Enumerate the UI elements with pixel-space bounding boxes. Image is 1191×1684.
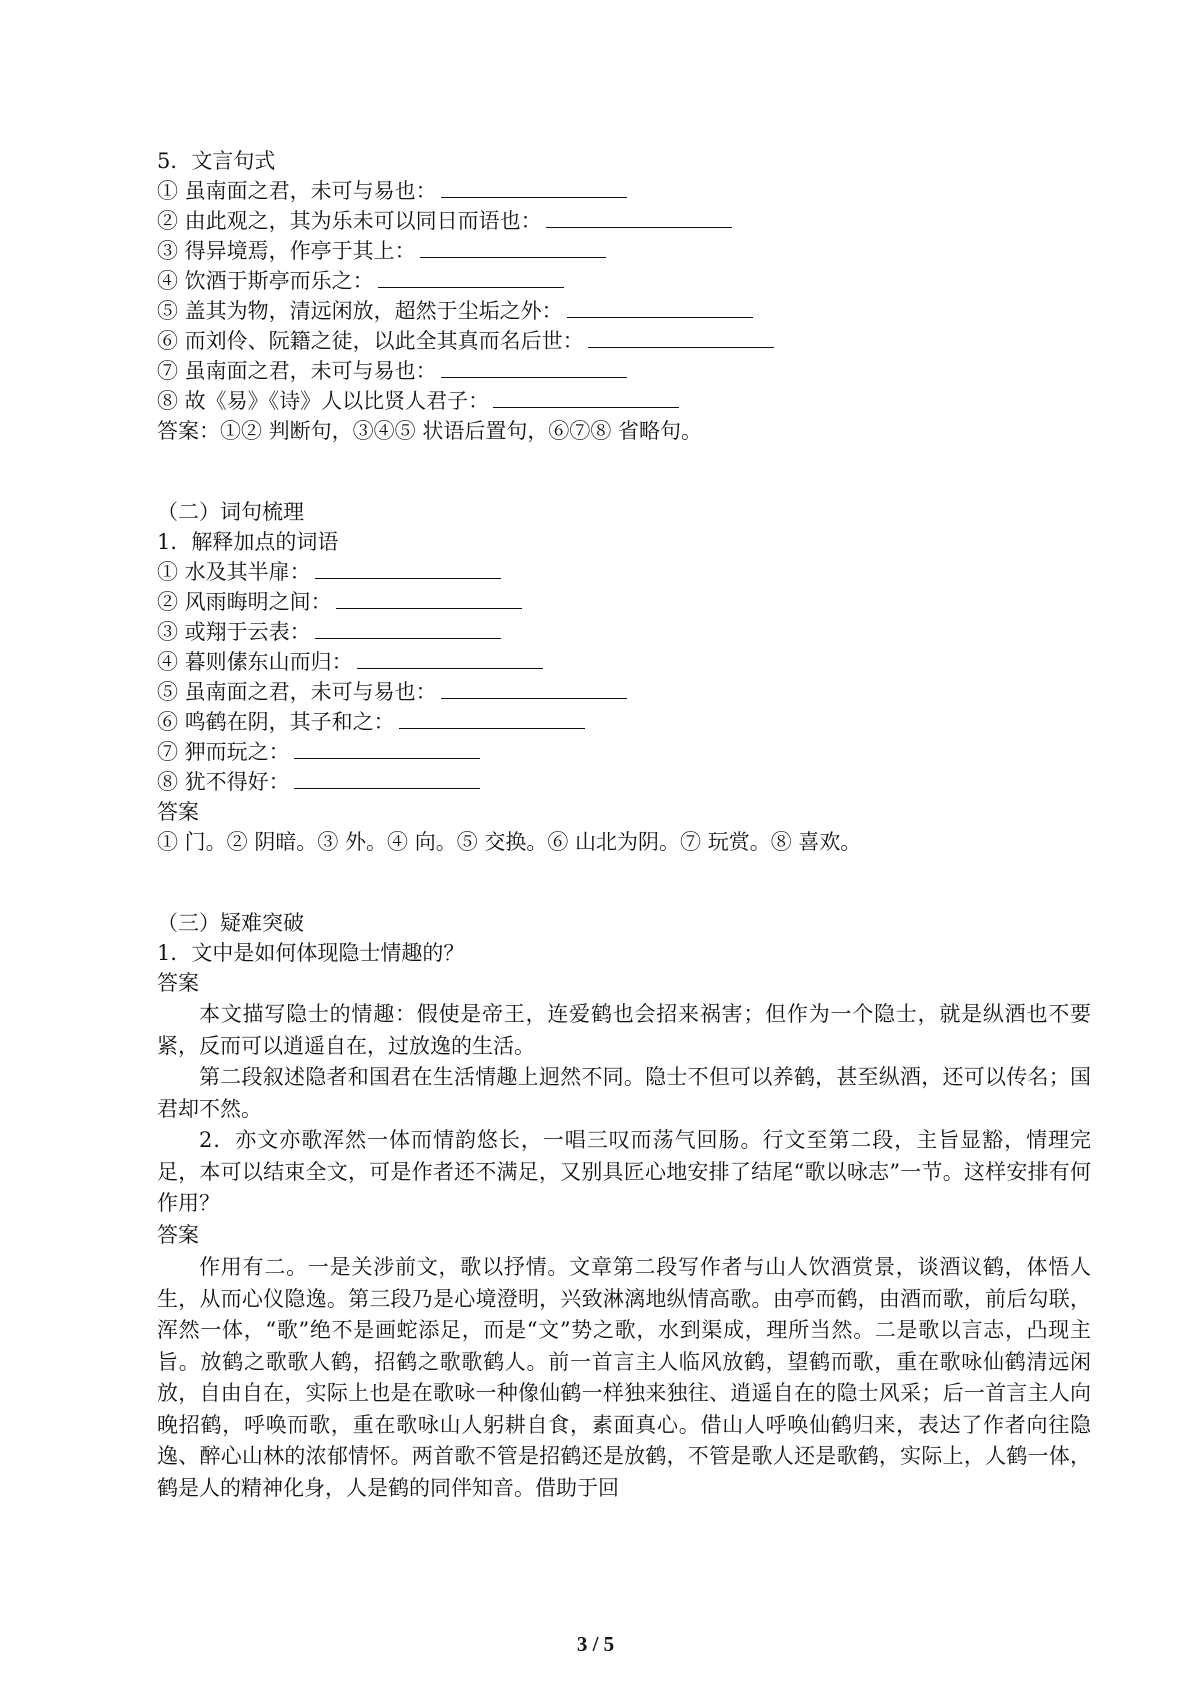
answer-blank [588,327,774,348]
answer-blank [546,207,732,228]
exercise-prompt: ⑦ 虽南面之君，未可与易也： [157,359,437,383]
answer-blank [493,387,679,408]
answer-blank [315,558,501,579]
exercise-line [157,266,564,296]
answer-blank [294,738,480,759]
exercise-line [157,677,627,707]
answer-blank [357,648,543,669]
exercise-prompt: ⑧ 犹不得好： [157,770,290,794]
section-title: 1．解释加点的词语 [157,530,339,554]
answer-blank [315,618,501,639]
exercise-prompt: ⑧ 故《易》《诗》人以比贤人君子： [157,389,490,413]
answer-text: ① 门。② 阴暗。③ 外。④ 向。⑤ 交换。⑥ 山北为阴。⑦ 玩赏。⑧ 喜欢。 [157,830,862,854]
answer-label: 答案 [157,971,199,995]
exercise-line [157,767,480,797]
exercise-line [157,326,774,356]
exercise-prompt: ⑥ 而刘伶、阮籍之徒，以此全其真而名后世： [157,329,584,353]
answer-text: 答案：①② 判断句，③④⑤ 状语后置句，⑥⑦⑧ 省略句。 [157,419,703,443]
exercise-line [157,386,679,416]
question: 2．亦文亦歌浑然一体而情韵悠长，一唱三叹而荡气回肠。行文至第二段，主旨显豁，情理完足，本可以结束全文，可是作者还不满足，又别具匠心地安排了结尾“歌以咏志”一节。这样安排有何作用？ [157,1128,1091,1215]
exercise-prompt: ④ 暮则傃东山而归： [157,650,353,674]
exercise-line [157,737,480,767]
exercise-prompt: ③ 或翔于云表： [157,620,311,644]
answer-blank [420,237,606,258]
exercise-line [157,296,753,326]
answer-blank [378,267,564,288]
exercise-prompt: ③ 得异境焉，作亭于其上： [157,239,416,263]
answer-label: 答案 [157,1223,199,1247]
exercise-prompt: ① 水及其半扉： [157,560,311,584]
section-heading: （三）疑难突破 [157,911,304,935]
exercise-line [157,206,732,236]
exercise-line [157,647,543,677]
exercise-line [157,617,501,647]
answer-paragraph: 本文描写隐士的情趣：假使是帝王，连爱鹤也会招来祸害；但作为一个隐士，就是纵酒也不要紧，反而可以逍遥自在，过放逸的生活。 [157,1002,1091,1058]
answer-paragraph: 作用有二。一是关涉前文，歌以抒情。文章第二段写作者与山人饮酒赏景，谈酒议鹤，体悟人生，从而心仪隐逸。第三段乃是心境澄明，兴致淋漓地纵情高歌。由亭而鹤，由酒而歌，前后勾联，浑然一体，“歌”绝不是画蛇添足，而是“文”势之歌，水到渠成，理所当然。二是歌以言志，凸现主旨。放鹤之歌歌人鹤，招鹤之歌歌鹤人。前一首言主人临风放鹤，望鹤而歌，重在歌咏仙鹤清远闲放，自由自在，实际上也是在歌咏一种像仙鹤一样独来独往、逍遥自在的隐士风采；后一首言主人向晚招鹤，呼唤而歌，重在歌咏山人躬耕自食，素面真心。借山人呼唤仙鹤归来，表达了作者向往隐逸、醉心山林的浓郁情怀。两首歌不管是招鹤还是放鹤，不管是歌人还是歌鹤，实际上，人鹤一体，鹤是人的精神化身，人是鹤的同伴知音。借助于回 [157,1255,1091,1500]
answer-label: 答案 [157,800,199,824]
exercise-line [157,236,606,266]
exercise-line [157,707,585,737]
exercise-line [157,176,627,206]
exercise-prompt: ① 虽南面之君，未可与易也： [157,179,437,203]
exercise-prompt: ⑤ 虽南面之君，未可与易也： [157,680,437,704]
exercise-prompt: ④ 饮酒于斯亭而乐之： [157,269,374,293]
answer-paragraph: 第二段叙述隐者和国君在生活情趣上迥然不同。隐士不但可以养鹤，甚至纵酒，还可以传名；国君却不然。 [157,1065,1091,1121]
answer-blank [567,297,753,318]
exercise-prompt: ⑤ 盖其为物，清远闲放，超然于尘垢之外： [157,299,563,323]
question: 1．文中是如何体现隐士情趣的？ [157,941,465,965]
exercise-line [157,587,522,617]
answer-blank [441,678,627,699]
answer-blank [294,768,480,789]
exercise-prompt: ② 风雨晦明之间： [157,590,332,614]
answer-blank [336,588,522,609]
exercise-line [157,356,627,386]
exercise-prompt: ⑦ 狎而玩之： [157,740,290,764]
page-number: 3 / 5 [576,1632,615,1656]
answer-blank [441,177,627,198]
exercise-prompt: ② 由此观之，其为乐未可以同日而语也： [157,209,542,233]
answer-blank [441,357,627,378]
answer-blank [399,708,585,729]
section-heading: （二）词句梳理 [157,500,304,524]
section-title: 5．文言句式 [157,149,276,173]
exercise-line [157,557,501,587]
exercise-prompt: ⑥ 鸣鹤在阴，其子和之： [157,710,395,734]
